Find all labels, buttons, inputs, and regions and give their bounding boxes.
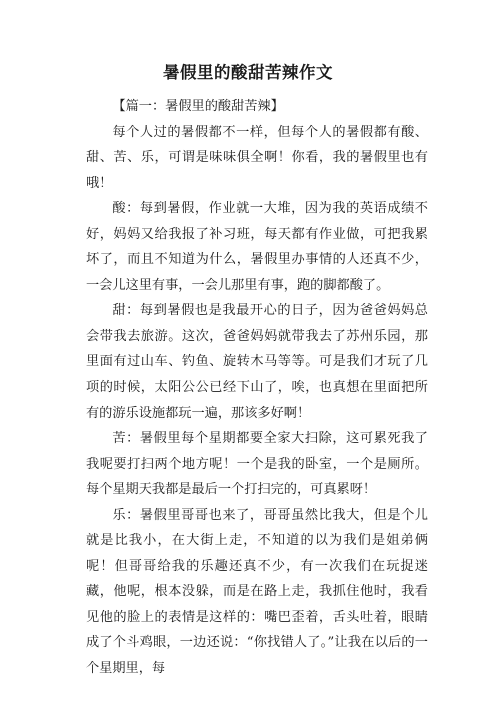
section-heading: 【篇一：暑假里的酸甜苦辣】 xyxy=(112,99,284,114)
paragraph-sour: 酸：每到暑假，作业就一大堆，因为我的英语成绩不好，妈妈又给我报了补习班，每天都有作业做，可把我累坏了，而且不知道为什么，暑假里办事情的人还真不少，一会儿这里有事，一会儿那里有事，跑的脚都酸了。 xyxy=(86,201,428,293)
paragraph-sweet: 甜：每到暑假也是我最开心的日子，因为爸爸妈妈总会带我去旅游。这次，爸爸妈妈就带我去了苏州乐园，那里面有过山车、钓鱼、旋转木马等等。可是我们才玩了几项的时候，太阳公公已经下山了，唉，也真想在里面把所有的游乐设施都玩一遍，那该多好啊！ xyxy=(86,303,428,421)
paragraph-intro: 每个人过的暑假都不一样，但每个人的暑假都有酸、甜、苦、乐，可谓是味味俱全啊！你看，我的暑假里也有哦！ xyxy=(86,124,428,191)
paragraph-joy: 乐：暑假里哥哥也来了，哥哥虽然比我大，但是个儿就是比我小，在大街上走，不知道的以为我们是姐弟俩呢！但哥哥给我的乐趣还真不少，有一次我们在玩捉迷藏，他呢，根本没躲，而是在路上走，我抓住他时，我看见他的脸上的表情是这样的：嘴巴歪着，舌头吐着，眼睛成了个斗鸡眼，一边还说：“你找错人了。”让我在以后的一个星期里，每 xyxy=(86,507,428,677)
document-title: 暑假里的酸甜苦辣作文 xyxy=(163,63,333,82)
paragraph-bitter: 苦：暑假里每个星期都要全家大扫除，这可累死我了我呢要打扫两个地方呢！一个是我的卧室，一个是厕所。每个星期天我都是最后一个打扫完的，可真累呀！ xyxy=(86,431,428,498)
document-body xyxy=(86,94,428,682)
